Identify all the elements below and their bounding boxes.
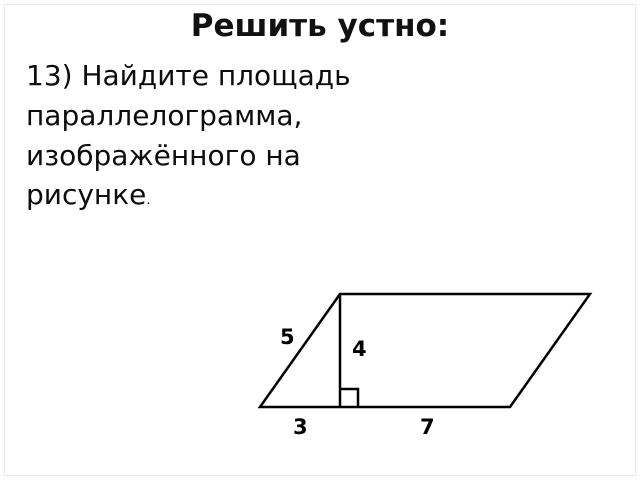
task-text-line-2: параллелограмма,: [26, 98, 303, 132]
label-base-right: 7: [420, 415, 435, 439]
figure-parallelogram: [238, 272, 614, 452]
label-slant-side: 5: [280, 325, 295, 349]
parallelogram-outline: [260, 294, 590, 407]
task-text-line-3: изображённого на: [26, 138, 301, 172]
task-text: [26, 56, 446, 215]
task-text-line-4-word: рисунке: [26, 178, 147, 212]
task-text-line-4: [26, 175, 446, 215]
page-title: Решить устно:: [190, 8, 450, 44]
task-text-line-1: 13) Найдите площадь: [26, 59, 351, 92]
label-base-left: 3: [293, 415, 308, 439]
task-text-period: .: [146, 193, 151, 209]
label-height: 4: [352, 337, 367, 361]
right-angle-marker: [340, 389, 358, 407]
